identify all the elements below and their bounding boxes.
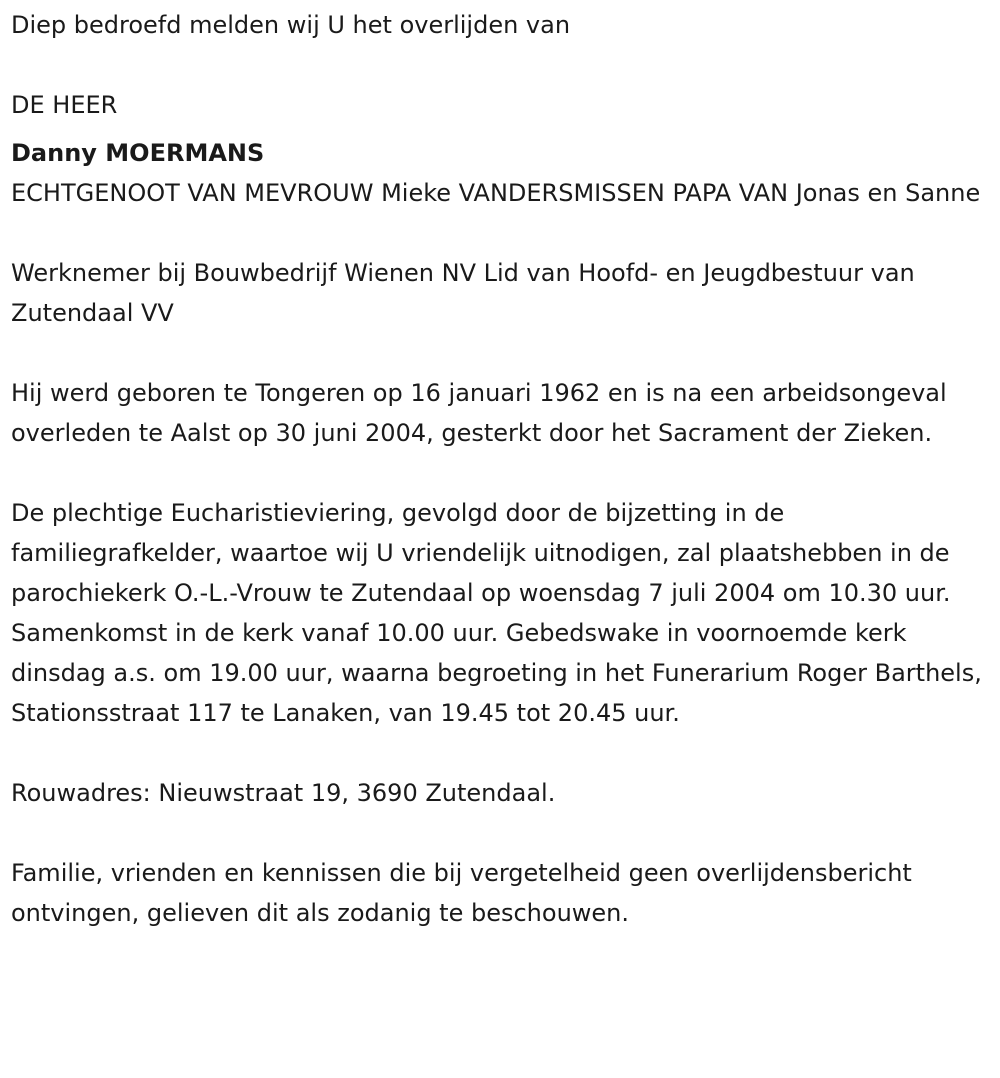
birth-death-text: Hij werd geboren te Tongeren op 16 januari 1962 en is na een arbeidsongeval overleden te Aalst op 30 juni 2004, gesterkt door het Sacrament der Zieken. <box>11 379 947 447</box>
spacer <box>11 453 991 493</box>
spacer <box>11 45 991 85</box>
spacer <box>11 733 991 773</box>
intro-line: Diep bedroefd melden wij U het overlijden van <box>11 11 571 39</box>
obituary-document <box>11 5 991 933</box>
service-details-text: De plechtige Eucharistieviering, gevolgd door de bijzetting in de familiegrafkelder, waartoe wij U vriendelijk uitnodigen, zal plaatshebben in de parochiekerk O.-L.-Vrouw te Zutendaal op woensdag 7 juli 2004 om 10.30 uur. Samenkomst in de kerk vanaf 10.00 uur. Gebedswake in voornoemde kerk dinsdag a.s. om 19.00 uur, waarna begroeting in het Funerarium Roger Barthels, Stationsstraat 117 te Lanaken, van 19.45 tot 20.45 uur. <box>11 499 982 727</box>
closing-text: Familie, vrienden en kennissen die bij vergetelheid geen overlijdensbericht ontvingen, gelieven dit als zodanig te beschouwen. <box>11 859 912 927</box>
honorific-title: DE HEER <box>11 91 118 119</box>
occupation-text: Werknemer bij Bouwbedrijf Wienen NV Lid van Hoofd- en Jeugdbestuur van Zutendaal VV <box>11 259 915 327</box>
mourning-address: Rouwadres: Nieuwstraat 19, 3690 Zutendaal. <box>11 779 556 807</box>
spacer <box>11 333 991 373</box>
spacer <box>11 125 991 133</box>
spacer <box>11 813 991 853</box>
relations-text: ECHTGENOOT VAN MEVROUW Mieke VANDERSMISSEN PAPA VAN Jonas en Sanne <box>11 179 981 207</box>
deceased-name: Danny MOERMANS <box>11 139 265 167</box>
spacer <box>11 213 991 253</box>
